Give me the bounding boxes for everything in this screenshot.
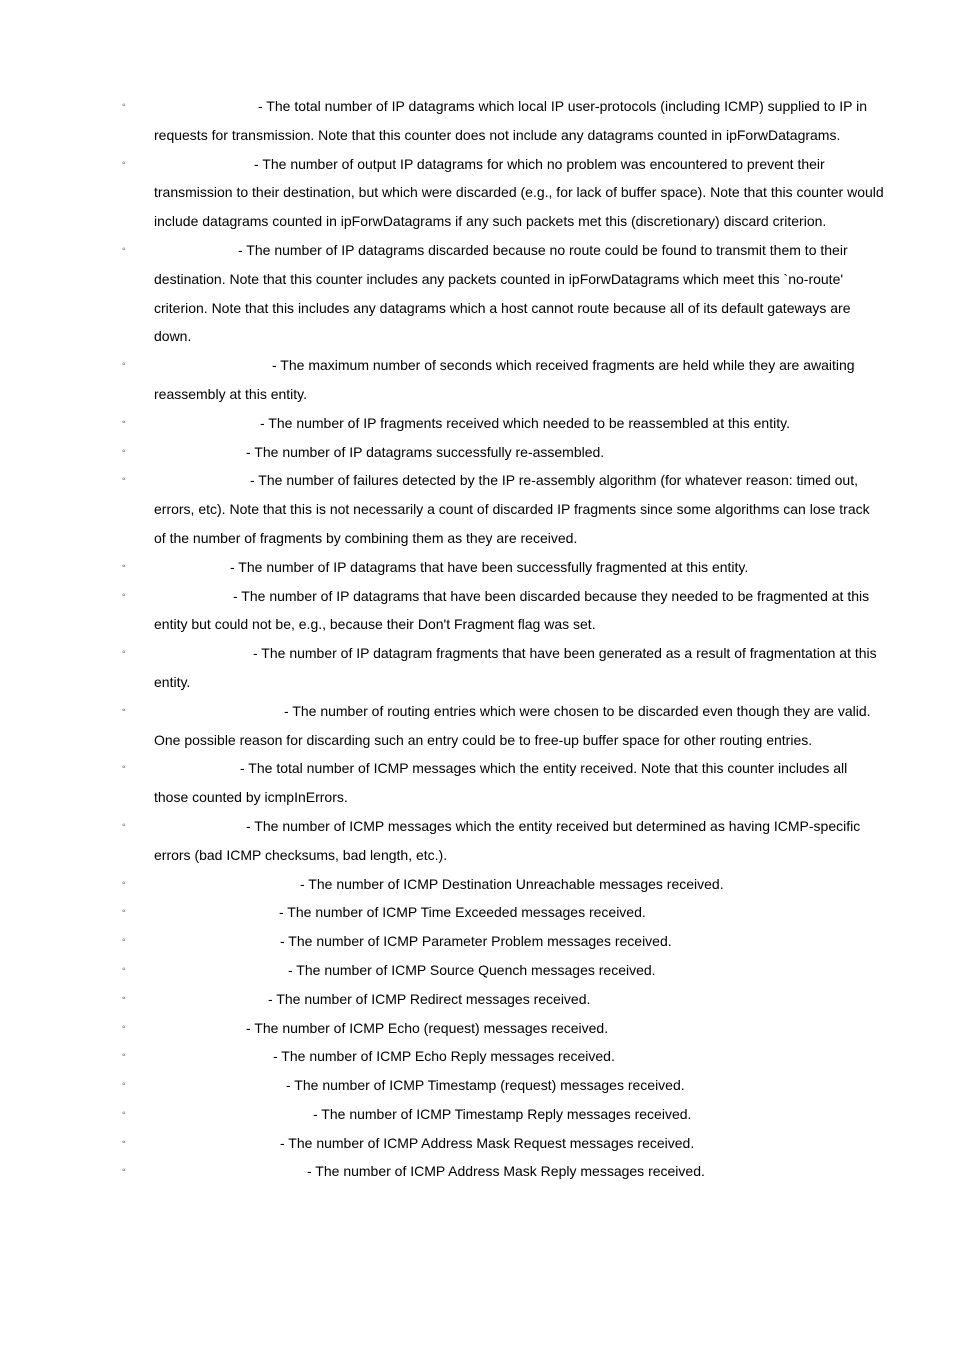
list-item <box>122 466 884 552</box>
item-description: - The number of ICMP Source Quench messages received. <box>288 961 656 978</box>
circle-bullet-icon: ◦ <box>122 416 126 428</box>
circle-bullet-icon: ◦ <box>122 100 126 111</box>
list-item <box>122 582 884 640</box>
item-description: - The number of routing entries which were chosen to be discarded even though they are valid. One possible reason for discarding such an entry could be to free-up buffer space for other routing entries. <box>154 702 871 748</box>
list-item <box>122 351 884 409</box>
circle-bullet-icon: ◦ <box>122 474 126 486</box>
list-item <box>122 92 884 150</box>
item-description: - The number of ICMP Redirect messages received. <box>268 990 591 1007</box>
list-item <box>122 553 884 582</box>
item-description: - The number of IP fragments received which needed to be reassembled at this entity. <box>260 414 790 431</box>
circle-bullet-icon: ◦ <box>122 1165 126 1177</box>
circle-bullet-icon: ◦ <box>122 1050 126 1062</box>
item-description: - The number of IP datagrams discarded because no route could be found to transmit them to their destination. Note that this counter includes any packets counted in ipForwDatagrams which meet this `no-route' criterion. Note that this includes any datagrams which a host cannot route because all of its default gateways are down. <box>154 241 851 345</box>
circle-bullet-icon: ◦ <box>122 963 126 975</box>
circle-bullet-icon: ◦ <box>122 992 126 1004</box>
item-description: - The number of failures detected by the IP re-assembly algorithm (for whatever reason: timed out, errors, etc). Note that this is not necessarily a count of discarded IP fragments since some algorithms can lose track of the number of fragments by combining them as they are received. <box>154 472 870 546</box>
circle-bullet-icon: ◦ <box>122 704 126 716</box>
item-description: - The number of ICMP Timestamp (request) messages received. <box>286 1077 685 1094</box>
list-item <box>122 1129 884 1158</box>
definition-list <box>0 92 954 1186</box>
circle-bullet-icon: ◦ <box>122 1107 126 1119</box>
list-item <box>122 1071 884 1100</box>
item-description: - The number of ICMP messages which the entity received but determined as having ICMP-specific errors (bad ICMP checksums, bad length, etc.). <box>154 817 861 863</box>
item-description: - The number of ICMP Echo Reply messages received. <box>273 1048 615 1065</box>
circle-bullet-icon: ◦ <box>122 762 126 774</box>
item-description: - The number of IP datagrams that have been successfully fragmented at this entity. <box>230 558 749 575</box>
item-description: - The number of ICMP Address Mask Request messages received. <box>280 1134 695 1151</box>
item-description: - The number of IP datagrams successfully re-assembled. <box>246 443 605 460</box>
item-description: - The maximum number of seconds which received fragments are held while they are awaiting reassembly at this entity. <box>154 357 855 402</box>
circle-bullet-icon: ◦ <box>122 589 126 601</box>
item-description: - The number of ICMP Address Mask Reply messages received. <box>307 1163 705 1180</box>
circle-bullet-icon: ◦ <box>122 560 126 572</box>
list-item <box>122 1014 884 1043</box>
list-item <box>122 956 884 985</box>
list-item <box>122 1100 884 1129</box>
item-description: - The number of IP datagrams that have been discarded because they needed to be fragmented at this entity but could not be, e.g., because their Don't Fragment flag was set. <box>154 587 870 633</box>
circle-bullet-icon: ◦ <box>122 157 126 169</box>
list-item <box>122 639 884 697</box>
item-description: - The number of ICMP Parameter Problem messages received. <box>280 933 672 950</box>
circle-bullet-icon: ◦ <box>122 819 126 831</box>
circle-bullet-icon: ◦ <box>122 359 126 371</box>
item-description: - The total number of IP datagrams which local IP user-protocols (including ICMP) supplied to IP in requests for transmission. Note that this counter does not include any datagrams counted in ipForwDatagrams. <box>154 98 868 143</box>
circle-bullet-icon: ◦ <box>122 906 126 918</box>
item-description: - The number of ICMP Time Exceeded messages received. <box>279 904 646 921</box>
item-description: - The number of IP datagram fragments that have been generated as a result of fragmentation at this entity. <box>154 645 877 690</box>
circle-bullet-icon: ◦ <box>122 1136 126 1148</box>
list-item <box>122 1042 884 1071</box>
list-item <box>122 438 884 467</box>
circle-bullet-icon: ◦ <box>122 243 126 255</box>
list-item <box>122 236 884 351</box>
list-item <box>122 812 884 870</box>
item-description: - The number of ICMP Echo (request) messages received. <box>246 1019 609 1036</box>
item-description: - The number of output IP datagrams for which no problem was encountered to prevent their transmission to their destination, but which were discarded (e.g., for lack of buffer space). Note that this counter would include datagrams counted in ipForwDatagrams if any such packets met this (discretionary) discard criterion. <box>154 155 884 230</box>
list-item <box>122 150 884 236</box>
list-item <box>122 754 884 812</box>
list-item <box>122 870 884 899</box>
circle-bullet-icon: ◦ <box>122 647 126 659</box>
circle-bullet-icon: ◦ <box>122 1079 126 1091</box>
list-item <box>122 985 884 1014</box>
circle-bullet-icon: ◦ <box>122 935 126 947</box>
item-description: - The number of ICMP Destination Unreachable messages received. <box>300 875 724 892</box>
list-item <box>122 927 884 956</box>
list-item <box>122 1157 884 1186</box>
list-item <box>122 697 884 755</box>
circle-bullet-icon: ◦ <box>122 445 126 457</box>
item-description: - The total number of ICMP messages which the entity received. Note that this counter includes all those counted by icmpInErrors. <box>154 760 848 806</box>
circle-bullet-icon: ◦ <box>122 1021 126 1033</box>
list-item <box>122 898 884 927</box>
list-item <box>122 409 884 438</box>
circle-bullet-icon: ◦ <box>122 877 126 889</box>
item-description: - The number of ICMP Timestamp Reply messages received. <box>313 1105 692 1122</box>
